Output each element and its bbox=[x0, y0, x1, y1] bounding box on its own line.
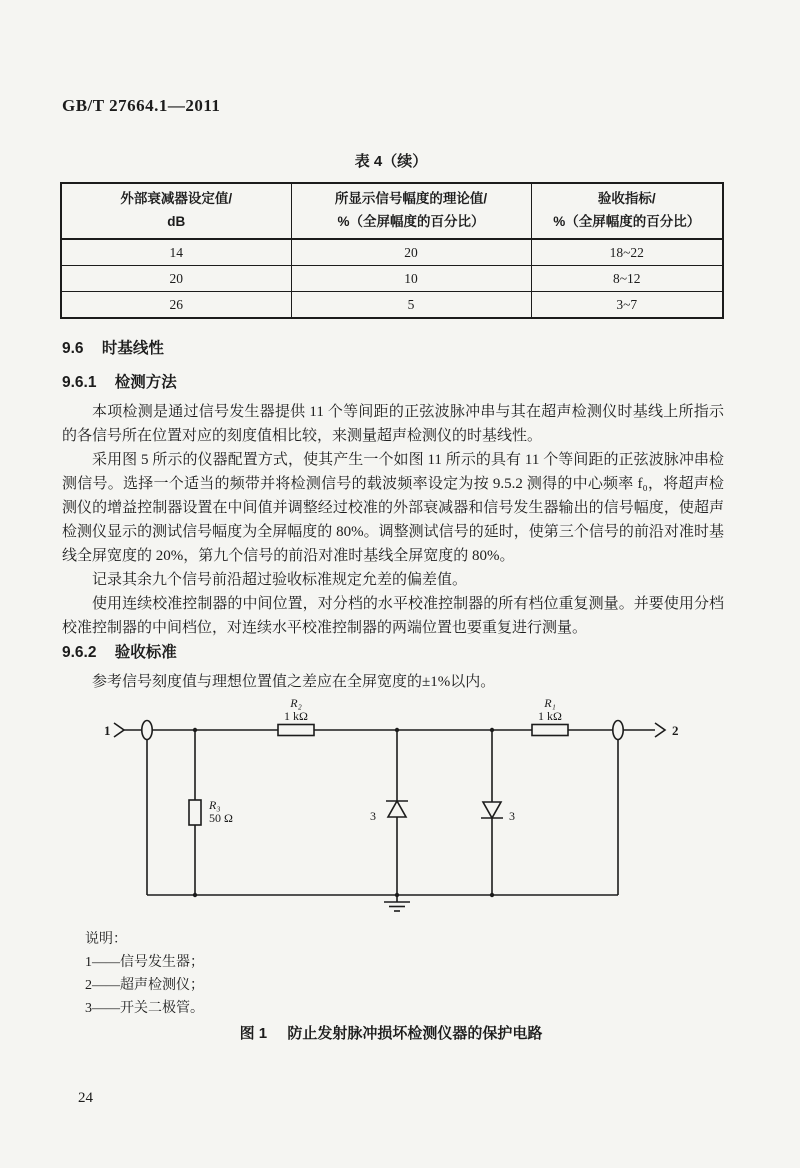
section-title: 时基线性 bbox=[101, 340, 164, 357]
figure-caption bbox=[60, 1022, 722, 1043]
diode-left-icon bbox=[388, 801, 406, 817]
col-header-line2: %（全屏幅度的百分比） bbox=[553, 214, 701, 229]
legend-item: 2——超声检测仪； bbox=[85, 978, 204, 993]
section-heading-9-6-2 bbox=[62, 640, 177, 662]
table-row bbox=[61, 292, 723, 319]
section-title: 检测方法 bbox=[114, 374, 177, 391]
col-header-line2: %（全屏幅度的百分比） bbox=[337, 214, 485, 229]
cell-acceptance: 3~7 bbox=[531, 292, 723, 319]
table-row bbox=[61, 239, 723, 266]
section-heading-9-6 bbox=[62, 336, 164, 358]
ground-icon bbox=[384, 902, 410, 911]
col-header-acceptance bbox=[531, 183, 723, 239]
paragraph: 采用图 5 所示的仪器配置方式，使其产生一个如图 11 所示的具有 11 个等间距的正弦波脉冲串检测信号。选择一个适当的频带并将检测信号的载波频率设定为按 9.5.2 测得的中心频率 f₀，将超声检测仪的增益控制器设置在中间值并调整经过校准的外部衰减器和信号发生器输出的信号幅度，使超声检测仪显示的测试信号幅度为全屏幅度的 80%。调整测试信号的延时，使第三个信号的前沿对准时基线全屏宽度的 20%，第九个信号的前沿对准时基线全屏宽度的 80%。 bbox=[62, 452, 724, 564]
junction-dot bbox=[193, 893, 197, 897]
figure-title: 防止发射脉冲损坏检测仪器的保护电路 bbox=[287, 1025, 543, 1042]
col-header-attenuator bbox=[61, 183, 291, 239]
col-header-line1: 所显示信号幅度的理论值/ bbox=[334, 191, 488, 207]
legend-title: 说明： bbox=[85, 932, 127, 947]
junction-dot bbox=[490, 893, 494, 897]
table-row bbox=[61, 266, 723, 292]
resistor-r3 bbox=[189, 800, 201, 825]
table-caption: 表 4（续） bbox=[354, 153, 428, 170]
diode-right-label: 3 bbox=[509, 809, 515, 823]
cell-attenuator: 20 bbox=[61, 266, 291, 292]
junction-dot bbox=[395, 728, 399, 732]
resistor-r2-name: R₂ bbox=[290, 696, 302, 710]
cell-theoretical: 10 bbox=[291, 266, 531, 292]
figure-number: 图 1 bbox=[239, 1025, 268, 1042]
col-header-line2: dB bbox=[167, 214, 186, 229]
diode-left-label: 3 bbox=[370, 809, 376, 823]
resistor-r1-value: 1 kΩ bbox=[538, 709, 562, 723]
legend-item: 1——信号发生器； bbox=[85, 955, 204, 970]
section-heading-9-6-1 bbox=[62, 370, 177, 392]
paragraph: 使用连续校准控制器的中间位置，对分档的水平校准控制器的所有档位重复测量。并要使用分档校准控制器的中间档位，对连续水平校准控制器的两端位置也要重复进行测量。 bbox=[62, 596, 724, 636]
paragraph: 参考信号刻度值与理想位置值之差应在全屏宽度的±1%以内。 bbox=[92, 674, 496, 690]
section-number: 9.6.1 bbox=[62, 374, 97, 391]
resistor-r1-name: R₁ bbox=[544, 696, 556, 710]
protection-circuit-diagram bbox=[90, 690, 690, 930]
table-header-row bbox=[61, 183, 723, 239]
junction-dot bbox=[395, 893, 399, 897]
resistor-r2 bbox=[278, 725, 314, 736]
cell-attenuator: 26 bbox=[61, 292, 291, 319]
input-terminal bbox=[142, 721, 152, 740]
section-number: 9.6 bbox=[62, 340, 84, 357]
col-header-theoretical bbox=[291, 183, 531, 239]
col-header-line1: 验收指标/ bbox=[597, 191, 656, 207]
output-terminal bbox=[613, 721, 623, 740]
resistor-r3-value: 50 Ω bbox=[209, 811, 233, 825]
spec-table bbox=[60, 182, 724, 319]
cell-acceptance: 18~22 bbox=[531, 239, 723, 266]
output-arrow-icon bbox=[655, 723, 665, 737]
legend-item: 3——开关二极管。 bbox=[85, 1001, 204, 1016]
standard-number: GB/T 27664.1—2011 bbox=[62, 96, 221, 115]
resistor-r2-value: 1 kΩ bbox=[284, 709, 308, 723]
cell-theoretical: 20 bbox=[291, 239, 531, 266]
junction-dot bbox=[490, 728, 494, 732]
paragraph: 本项检测是通过信号发生器提供 11 个等间距的正弦波脉冲串与其在超声检测仪时基线上所指示的各信号所在位置对应的刻度值相比较，来测量超声检测仪的时基线性。 bbox=[62, 404, 724, 444]
cell-theoretical: 5 bbox=[291, 292, 531, 319]
cell-attenuator: 14 bbox=[61, 239, 291, 266]
page-number: 24 bbox=[78, 1090, 93, 1106]
section-title: 验收标准 bbox=[114, 644, 177, 661]
paragraph: 记录其余九个信号前沿超过验收标准规定允差的偏差值。 bbox=[92, 572, 468, 588]
junction-dot bbox=[193, 728, 197, 732]
cell-acceptance: 8~12 bbox=[531, 266, 723, 292]
figure-legend bbox=[85, 928, 204, 1020]
diode-right-icon bbox=[483, 802, 501, 818]
resistor-r3-name: R₃ bbox=[209, 798, 221, 812]
section-number: 9.6.2 bbox=[62, 644, 97, 661]
input-arrow-icon bbox=[114, 723, 124, 737]
col-header-line1: 外部衰减器设定值/ bbox=[120, 191, 233, 207]
input-pin-label: 1 bbox=[104, 723, 111, 738]
resistor-r1 bbox=[532, 725, 568, 736]
output-pin-label: 2 bbox=[672, 723, 679, 738]
